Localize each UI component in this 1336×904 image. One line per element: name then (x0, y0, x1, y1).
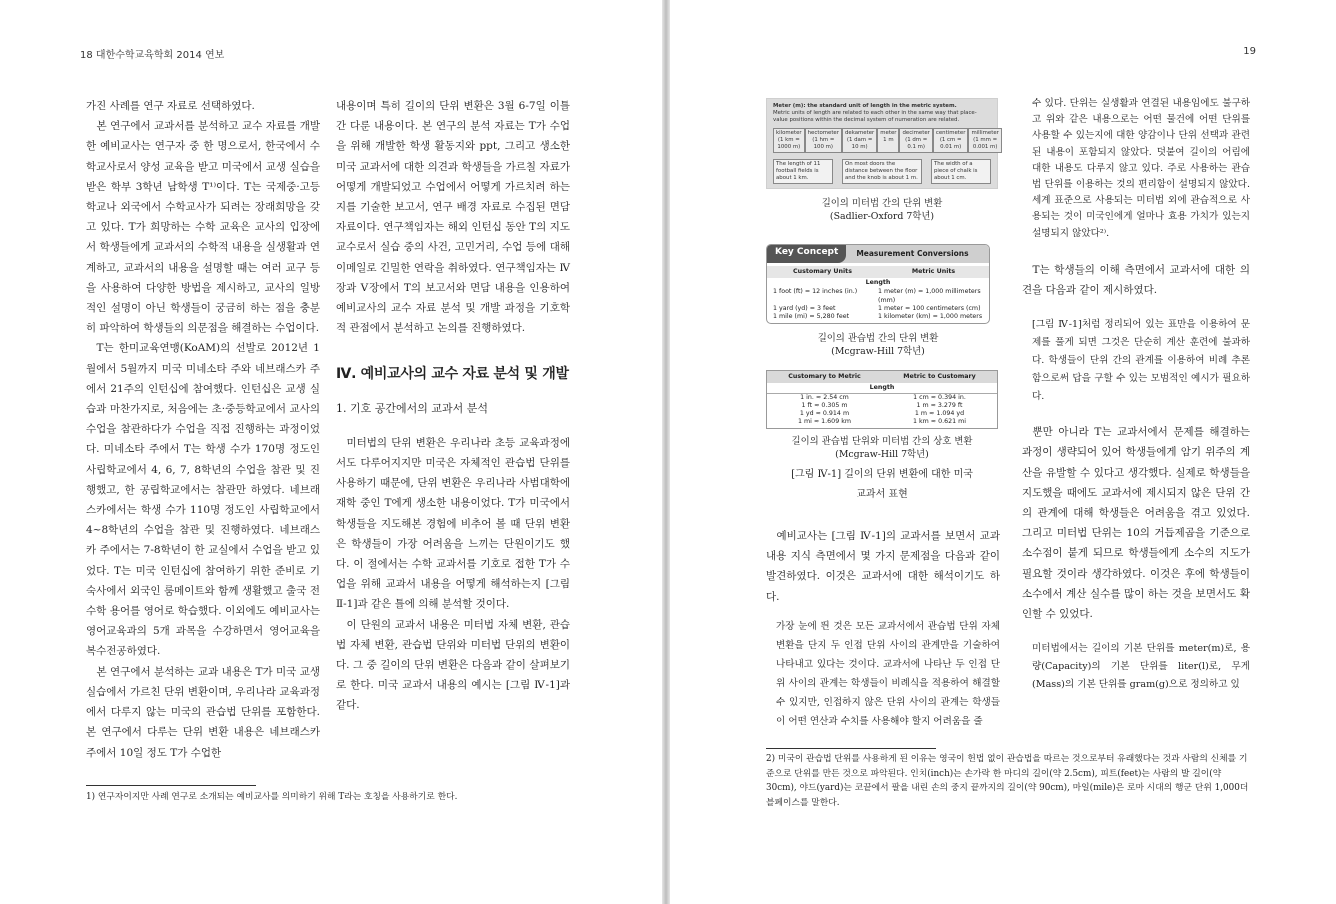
figure-label: [그림 Ⅳ-1] 길이의 단위 변환에 대한 미국 교과서 표현 (791, 469, 973, 500)
paragraph: 본 연구에서 교과서를 분석하고 교수 자료를 개발한 예비교사는 연구자 중 한 명으로서, 한국에서 수학교사로서 양성 교육을 받고 미국에서 교생 실습을 받은 학부 3학년 남학생 T¹⁾이다. T는 국제중·고등학교나 외국에서 수학교사가 되려는 장래희망을 갖고 있다. T가 희망하는 수학 교육은 교사의 입장에서 학생들에게 교과서의 수학적 내용을 실생활과 연계하고, 교과서의 내용을 설명할 때는 여러 교구 등을 사용하여 다양한 방법을 제시하고, 교사의 일방적인 설명이 아닌 학생들이 궁금히 하는 점을 충분히 파악하여 학생들의 의문점을 해결하는 수업이다. (86, 120, 320, 335)
footnote-rule (86, 785, 256, 786)
table-header (767, 266, 989, 278)
column-header: Customary to Metric (788, 373, 861, 380)
fig2-caption: 길이의 관습법 간의 단위 변환 (817, 333, 939, 345)
unit-box: millimeter (1 mm = 0.001 m) (968, 128, 1001, 153)
table-cell: 1 yard (yd) = 3 feet (773, 304, 836, 312)
table-header (767, 371, 997, 383)
unit-box: decimeter (1 dm = 0.1 m) (899, 128, 932, 153)
paragraph: 가진 사례를 연구 자료로 선택하였다. (86, 100, 255, 112)
metric-units-image (766, 98, 998, 189)
fig2-source: (Mcgraw-Hill 7학년) (831, 346, 925, 358)
table-cell: 1 m ≈ 3.279 ft (916, 402, 963, 409)
column-header: Metric Units (911, 268, 956, 275)
table-row (767, 418, 997, 428)
table-row (767, 410, 997, 418)
conversion-table (766, 370, 998, 429)
quote-block: 수 있다. 단위는 실생활과 연결된 내용임에도 불구하고 위와 같은 내용으로는 어떤 물건에 어떤 단위를 사용할 수 있는지에 대한 양감이나 단위 선택과 관련된 내용이 포함되지 않았다. 덧붙여 길이의 어림에 대한 내용도 다루지 않고 있다. 주로 사용하는 관습법 단위를 이용하는 것의 편리함이 설명되지 않았다. 세계 표준으로 사용되는 미터법 외에 관습적으로 사용되는 것이 미국인에게 얼마나 효용 가치가 있는지 설명되지 않았다²⁾. (1032, 98, 1250, 239)
figure-metric-units (766, 98, 998, 223)
table-cell: 1 mile (mi) = 5,280 feet (773, 313, 850, 321)
left-running-head: 18 대한수학교육학회 2014 연보 (80, 50, 225, 61)
key-concept-header (767, 245, 989, 263)
column-header: Metric to Customary (903, 373, 976, 380)
unit-box: hectometer (1 hm = 100 m) (805, 128, 842, 153)
footnote-rule (766, 748, 936, 749)
paragraph: 예비교사는 [그림 Ⅳ-1]의 교과서를 보면서 교과 내용 지식 측면에서 몇 가지 문제점을 다음과 같이 발견하였다. 이것은 교과서에 대한 해석이기도 하다. (766, 530, 1000, 603)
key-concept-tag: Key Concept (767, 245, 846, 263)
note-box: On most doors the distance between the floor and the knob is about 1 m. (842, 159, 922, 184)
quote-block: 미터법에서는 길이의 기본 단위를 meter(m)로, 용량(Capacity)의 기본 단위를 liter(l)로, 무게(Mass)의 기본 단위를 gram(g)으로 정의하고 있 (1032, 643, 1250, 691)
left-footnote: 1) 연구자이지만 사례 연구로 소개되는 예비교사를 의미하기 위해 T라는 호칭을 사용하기로 한다. (86, 792, 458, 802)
right-footnote: 2) 미국이 관습법 단위를 사용하게 된 이유는 영국이 헌법 없이 관습법을 따르는 것으로부터 유래했다는 것과 사람의 신체를 기준으로 단위를 만든 것으로 파악된다. 인치(inch)는 손가락 한 마디의 길이(약 2.5cm), 피트(feet)는 사람의 발 길이(약 30cm), 야드(yard)는 코끝에서 팔을 내린 손의 중지 끝까지의 길이(약 90cm), 마일(mile)은 로마 시대의 행군 단위 1,000더블페이스를 말한다. (766, 754, 1249, 808)
right-column-1 (766, 526, 1000, 731)
table-row (767, 402, 997, 410)
paragraph: T는 한미교육연맹(KoAM)의 선발로 2012년 1월에서 5월까지 미국 미네소타 주와 네브래스카 주에서 21주의 인턴십에 참여했다. 인턴십은 교생 실습과 마찬가지로, 처음에는 초·중등학교에서 교사의 수업을 참관하다가 수업을 직접 진행하는 과정이었다. 미네소타 주에서 T는 학생 수가 170명 정도인 사립학교에서 4, 6, 7, 8학년의 수업을 참관 및 진행했고, 한 공립학교에서는 참관만 하였다. 네브래스카에서는 학생 수가 110명 정도인 사립학교에서 4~8학년의 수업을 참관 및 진행하였다. 네브래스카 주에서는 7-8학년이 한 교실에서 수업을 받고 있었다. T는 미국 인턴십에 참여하기 위한 준비로 기숙사에서 외국인 룸메이트와 함께 생활했고 출국 전 수학 용어를 영어로 학습했다. 이외에도 예비교사는 영어교육과의 5개 과목을 수강하면서 영어교육을 복수전공하였다. (86, 342, 320, 658)
page-gutter (662, 0, 670, 904)
right-page (672, 0, 1336, 904)
paragraph: 본 연구에서 분석하는 교과 내용은 T가 미국 교생실습에서 가르친 단위 변환이며, 우리나라 교육과정에서 다루지 않는 미국의 관습법 단위를 포함한다. 본 연구에서 다루는 단위 변환 내용은 네브래스카 주에서 10일 정도 T가 수업한 (86, 665, 320, 759)
table-row (767, 288, 989, 304)
length-label: Length (767, 383, 997, 394)
left-column-2 (336, 96, 570, 716)
fig1-caption: 길이의 미터법 간의 단위 변환 (821, 198, 943, 209)
table-cell: 1 ft ≈ 0.305 m (801, 402, 848, 409)
paragraph: T는 학생들의 이해 측면에서 교과서에 대한 의견을 다음과 같이 제시하였다. (1022, 263, 1250, 297)
fig3-caption: 길이의 관습법 단위와 미터법 간의 상호 변환 (791, 436, 973, 447)
left-page (0, 0, 664, 904)
table-cell: 1 yd ≈ 0.914 m (799, 410, 850, 417)
fig1-unit-row (773, 128, 999, 153)
table-cell: 1 km ≈ 0.621 mi (913, 418, 966, 425)
section-title: Ⅳ. 예비교사의 교수 자료 분석 및 개발 (336, 366, 569, 383)
note-box: The width of a piece of chalk is about 1 cm. (931, 159, 991, 184)
unit-box: centimeter (1 cm = 0.01 m) (933, 128, 969, 153)
paragraph: 미터법의 단위 변환은 우리나라 초등 교육과정에서도 다루어지지만 미국은 자체적인 관습법 단위를 사용하기 때문에, 단위 변환은 우리나라 사범대학에 재학 중인 T에게 생소한 내용이었다. T가 미국에서 학생들을 지도해본 경험에 비추어 볼 때 단위 변환은 학생들이 가장 어려움을 느끼는 단원이기도 했다. 이 절에서는 수학 교과서를 기호로 접한 T가 수업을 위해 교과서 내용을 어떻게 해석하는지 [그림 Ⅱ-1]과 같은 틀에 의해 분석할 것이다. (336, 436, 570, 611)
table-cell: 1 meter = 100 centimeters (cm) (878, 304, 981, 312)
table-cell: 1 foot (ft) = 12 inches (in.) (773, 288, 858, 296)
column-header: Customary Units (793, 268, 852, 275)
unit-box: kilometer (1 km = 1000 m) (773, 128, 805, 153)
figure-key-concept (766, 244, 990, 358)
fig1-source: (Sadlier-Oxford 7학년) (829, 211, 935, 222)
length-label: Length (865, 279, 891, 287)
left-column-1 (86, 96, 320, 763)
fig1-notes (773, 159, 991, 184)
table-cell: 1 in. ≈ 2.54 cm (800, 394, 849, 401)
fig1-text: Metric units of length are related to each other in the same way that place-value positions within the decimal system of numeration are related. (773, 110, 977, 123)
fig1-title: Meter (m): the standard unit of length in the metric system. (773, 103, 957, 109)
table-row (767, 305, 989, 313)
key-concept-title: Measurement Conversions (856, 248, 969, 258)
note-box: The length of 11 football fields is about 1 km. (773, 159, 833, 184)
paragraph: 내용이며 특히 길이의 단위 변환은 3월 6-7일 이틀간 다룬 내용이다. 본 연구의 분석 자료는 T가 수업을 위해 개발한 학생 활동지와 ppt, 그리고 생소한 미국 교과서에 대한 의견과 학생들을 가르칠 자료가 어떻게 개발되었고 수업에서 어떻게 가르치려 하는지를 기술한 보고서, 연구 배경 자료로 수집된 면담 자료이다. 연구책임자는 해외 인턴십 동안 T의 지도교수로서 실습 중의 사건, 고민거리, 수업 등에 대해 이메일로 긴밀한 연락을 취하였다. 연구책임자는 Ⅳ장과 Ⅴ장에서 T의 보고서와 면담 내용을 인용하여 예비교사의 교수 자료 분석 및 개발 과정을 기호학적 관점에서 분석하고 논의를 진행하였다. (336, 100, 570, 335)
paragraph: 이 단원의 교과서 내용은 미터법 자체 변환, 관습법 자체 변환, 관습법 단위와 미터법 단위의 변환이다. 그 중 길이의 단위 변환은 다음과 같이 살펴보기로 한다. 미국 교과서 내용의 예시는 [그림 Ⅳ-1]과 같다. (336, 618, 570, 712)
table-cell: 1 cm ≈ 0.394 in. (913, 394, 966, 401)
quote-block: 가장 눈에 띈 것은 모든 교과서에서 관습법 단위 자체 변환을 단지 두 인접 단위 사이의 관계만을 기술하여 나타내고 있다는 것이다. 교과서에 나타난 두 인접 단위 사이의 관계는 학생들이 비례식을 적용하여 해결할 수 있지만, 인접하지 않은 단위 사이의 관계는 학생들이 어떤 연산과 수치를 사용해야 할지 어려움을 줄 (776, 620, 1000, 727)
quote-block: [그림 Ⅳ-1]처럼 정리되어 있는 표만을 이용하여 문제를 풀게 되면 그것은 단순히 계산 훈련에 불과하다. 학생들이 단위 간의 관계를 이용하여 비례 추론함으로써 답을 구할 수 있는 모범적인 예시가 필요하다. (1032, 319, 1250, 403)
table-cell: 1 mi ≈ 1.609 km (798, 418, 851, 425)
table-row (767, 394, 997, 402)
subsection-title: 1. 기호 공간에서의 교과서 분석 (336, 401, 488, 415)
unit-box: meter 1 m (877, 128, 899, 153)
unit-box: dekameter (1 dam = 10 m) (842, 128, 877, 153)
table-cell: 1 meter (m) = 1,000 millimeters (mm) (878, 288, 981, 304)
table-cell: 1 m ≈ 1.094 yd (914, 410, 965, 417)
key-concept-table (766, 244, 990, 324)
table-cell: 1 kilometer (km) = 1,000 meters (878, 313, 983, 321)
right-column-2 (1022, 96, 1250, 694)
right-running-head: 19 (1243, 46, 1256, 57)
paragraph: 뿐만 아니라 T는 교과서에서 문제를 해결하는 과정이 생략되어 있어 학생들에게 암기 위주의 계산을 유발할 수 있다고 생각했다. 실제로 학생들을 지도했을 때에도 교과서에 제시되지 않은 단위 간의 관계에 대해 학생들은 어려움을 겪고 있었다. 그리고 미터법 단위는 10의 거듭제곱을 기준으로 소수점이 붙게 되므로 학생들에게 소수의 지도가 필요할 것이라 생각하였다. 이것은 후에 학생들이 소수에서 계산 실수를 많이 하는 것을 보면서도 확인할 수 있었다. (1022, 426, 1250, 621)
figure-customary-metric (766, 370, 998, 505)
table-row (767, 313, 989, 323)
fig3-source: (Mcgraw-Hill 7학년) (835, 449, 929, 460)
